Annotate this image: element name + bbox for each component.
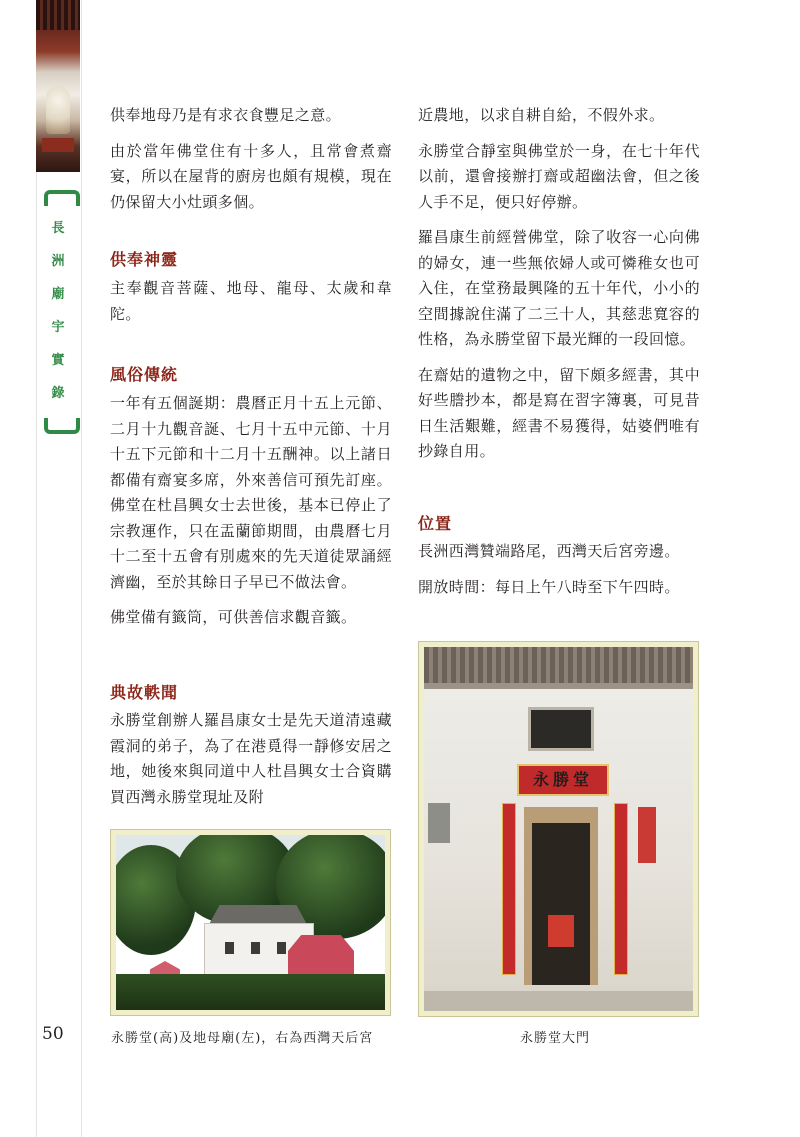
thumbnail-roof [36, 0, 80, 30]
house-window [225, 942, 234, 954]
history-paragraph: 永勝堂合靜室與佛堂於一身，在七十年代以前，還會接辦打齋或超幽法會，但之後人手不足，便只好停辦。 [418, 141, 700, 211]
right-text-column [418, 103, 700, 475]
anecdotes-paragraph: 永勝堂創辦人羅昌康女士是先天道清遠藏霞洞的弟子，為了在港覓得一靜修安居之地，她後來與同道中人杜昌興女士合資購買西灣永勝堂現址及附 [110, 711, 392, 806]
shrine-thumbnail-image [36, 0, 80, 172]
thumbnail-altar-base [42, 138, 74, 152]
side-label-bottom-bracket [44, 418, 80, 434]
continued-paragraph: 近農地，以求自耕自給，不假外求。 [418, 106, 665, 124]
location-section [418, 539, 700, 610]
temple-hillside-photo [111, 830, 390, 1015]
opening-hours-paragraph: 開放時間：每日上午八時至下午四時。 [418, 577, 680, 596]
tin-hau-temple-shape [288, 935, 354, 975]
temple-name-plaque: 永勝堂 [517, 764, 609, 796]
side-label-char: 洲 [51, 254, 65, 269]
inner-altar [548, 915, 574, 947]
book-title-side-label [44, 190, 72, 434]
fortune-sticks-paragraph: 佛堂備有籤筒，可供善信求觀音籤。 [110, 608, 357, 626]
photo-foliage-ground [116, 974, 385, 1010]
founder-paragraph: 羅昌康生前經營佛堂，除了收容一心向佛的婦女，連一些無依婦人或可憐稚女也可入住，在堂務最興隆的五十年代，小小的空間據說住滿了二三十人，其慈悲寬容的性格，為永勝堂留下最光輝的一段回憶。 [418, 228, 700, 348]
customs-section [110, 391, 392, 641]
roof-eave [424, 647, 693, 689]
side-label-char: 長 [51, 221, 65, 236]
heading-location: 位置 [418, 514, 453, 533]
left-photo-caption: 永勝堂(高)及地母廟(左)，右為西灣天后宮 [111, 1031, 374, 1046]
location-paragraph: 長洲西灣贊端路尾，西灣天后宮旁邊。 [418, 542, 680, 560]
side-label-char: 宇 [51, 320, 65, 335]
side-label-char: 錄 [51, 386, 65, 401]
wall-box [428, 803, 450, 843]
upper-window [528, 707, 594, 751]
heading-customs: 風俗傳統 [110, 365, 179, 384]
temple-entrance-photo [419, 642, 698, 1016]
deities-section [110, 276, 392, 337]
hillside-scene [116, 835, 385, 1010]
anecdotes-section [110, 708, 392, 820]
kitchen-paragraph: 由於當年佛堂住有十多人，且常會煮齋宴，所以在屋背的廚房也頗有規模，現在仍保留大小灶頭多個。 [110, 141, 392, 211]
scriptures-paragraph: 在齋姑的遺物之中，留下頗多經書，其中好些謄抄本，都是寫在習字簿裏，可見昔日生活艱難，經書不易獲得，姑婆們唯有抄錄自用。 [418, 365, 700, 460]
side-label-top-bracket [44, 190, 80, 206]
house-window [251, 942, 260, 954]
doorway [532, 823, 590, 985]
thumbnail-statue [46, 86, 70, 134]
house-window [277, 942, 286, 954]
heading-deities: 供奉神靈 [110, 250, 179, 269]
entrance-steps [424, 991, 693, 1011]
side-label-char: 實 [51, 353, 65, 368]
page-number: 50 [42, 1024, 64, 1044]
customs-paragraph: 一年有五個誕期：農曆正月十五上元節、二月十九觀音誕、七月十五中元節、十月十五下元節和十二月十五酬神。以上諸日都備有齋宴多席，外來善信可預先訂座。 佛堂在杜昌興女士去世後，基本已停止了宗教運作，只在盂蘭節期間，由農曆七月十二至十五會有別處來的先天道徒眾誦經濟幽，至於其餘日子早已不做法會。 [110, 394, 392, 591]
intro-paragraph: 供奉地母乃是有求衣食豐足之意。 [110, 106, 342, 124]
right-photo-caption: 永勝堂大門 [520, 1031, 591, 1046]
side-label-char: 廟 [51, 287, 65, 302]
left-text-column [110, 103, 392, 225]
side-label-text [44, 212, 72, 410]
right-couplet-scroll [614, 803, 628, 975]
left-couplet-scroll [502, 803, 516, 975]
heading-anecdotes: 典故軼聞 [110, 683, 179, 702]
deities-paragraph: 主奉觀音菩薩、地母、龍母、太歲和韋陀。 [110, 279, 392, 323]
entrance-facade [424, 647, 693, 1011]
guanyin-sign [638, 807, 656, 863]
